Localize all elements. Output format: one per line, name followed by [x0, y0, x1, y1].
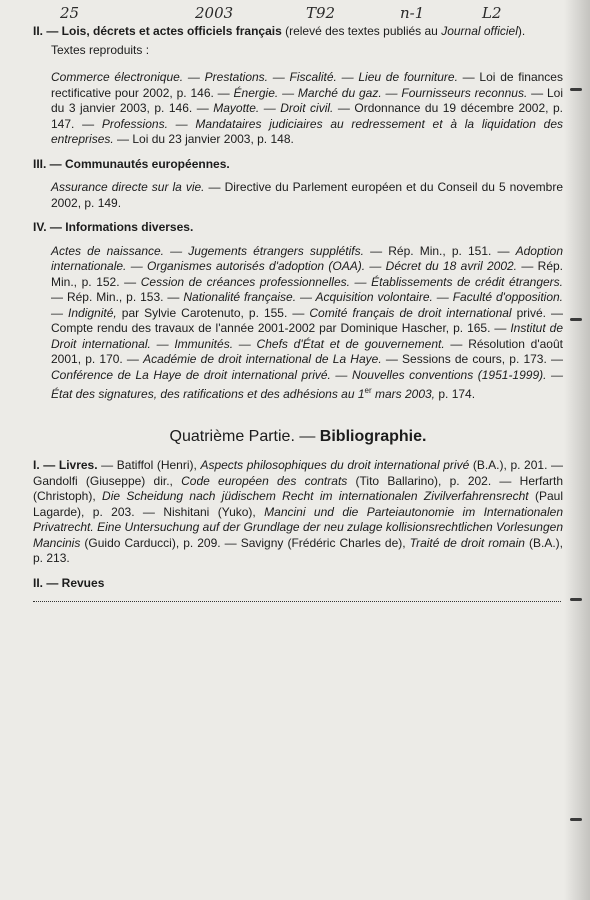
text-run: — Directive du Parlement européen et du Conseil du 5 novembre 2002, p. 149. — [51, 180, 564, 210]
dotted-rule — [33, 595, 561, 602]
edge-mark — [570, 598, 582, 601]
text-run: Comité français de droit international — [309, 305, 512, 320]
text-run: p. 174. — [435, 387, 476, 401]
text-run: Commerce électronique. — Prestations. — Fiscalité. — Lieu de fourniture. — [51, 70, 458, 84]
text-run: — Rép. Min., p. 153. — — [51, 290, 184, 304]
text-run: Assurance directe sur la vie. — [51, 180, 205, 194]
section-4-title: IV. — Informations diverses. — [33, 220, 194, 234]
text-run: par Sylvie Carotenuto, p. 155. — — [116, 305, 310, 320]
handwritten-note: n-1 — [400, 4, 425, 22]
section-2-subtitle-journal: Journal officiel — [441, 24, 518, 38]
text-run: Énergie. — Marché du gaz. — Fournisseurs reconnus. — [233, 85, 528, 100]
text-run: Die Scheidung nach jüdischem Recht im internationalen Zivilverfahrensrecht — [102, 489, 529, 503]
section-2-heading — [33, 24, 563, 40]
text-run: — Loi du 3 janvier 2003, p. 146. — — [51, 85, 563, 115]
text-run: Mancini und die Parteiautonomie im Internationalen Privatrecht. Eine Untersuchung auf der Grundlage der neu zulage kollisionsrechtlichen Vorlesungen Mancinis — [33, 504, 563, 550]
text-run: — Ordonnance du 19 décembre 2002, p. 147. — — [51, 101, 563, 131]
reviews-title: II. — Revues — [33, 575, 105, 590]
text-run: er — [364, 386, 372, 395]
handwritten-note: 25 — [60, 4, 80, 22]
text-run: (B.A.), p. 201. — Gandolfi (Giuseppe) dir., — [33, 458, 564, 488]
text-run: (Paul Lagarde), p. 203. — Nishitani (Yuko), — [33, 489, 563, 519]
part-prefix: Quatrième Partie. — — [169, 427, 320, 445]
text-run: Actes de naissance. — Jugements étrangers supplétifs. — [51, 243, 364, 258]
text-run: Professions. — Mandataires judiciaires au redressement et à la liquidation des entreprises. — [51, 116, 563, 146]
text-run: Cession de créances professionnelles. — Établissements de crédit étrangers. — [140, 274, 563, 289]
books-title: I. — Livres. — [33, 458, 98, 472]
text-run: Traité de droit romain — [409, 535, 525, 550]
text-run: — Loi de finances rectificative pour 2002, p. 146. — — [51, 70, 563, 100]
text-run: Académie de droit international de La Haye. — [143, 352, 382, 366]
texts-label: Textes reproduits : — [51, 42, 150, 57]
section-2-subtitle-end: ). — [517, 24, 526, 38]
edge-mark — [570, 318, 582, 321]
handwritten-note: L2 — [482, 4, 502, 22]
document-content — [33, 24, 563, 602]
page-edge-shadow — [564, 0, 590, 900]
text-run: Mayotte. — Droit civil. — [213, 101, 334, 115]
text-run: privé. — Compte rendu des travaux de l'année 2001-2002 par Dominique Hascher, p. 165. — — [51, 305, 563, 335]
text-run: Code européen des contrats — [181, 473, 348, 488]
section-2-title: II. — Lois, décrets et actes officiels français — [33, 24, 282, 38]
handwritten-note: 2003 — [195, 4, 234, 22]
part-heading — [33, 429, 563, 445]
text-run: (B.A.), p. 213. — [33, 535, 564, 565]
books-paragraph — [33, 458, 563, 567]
text-run: — Sessions de cours, p. 173. — — [381, 352, 563, 366]
part-title: Bibliographie. — [319, 427, 427, 445]
section-2-subtitle: (relevé des textes publiés au — [281, 24, 442, 38]
text-run: Adoption internationale. — Organismes autorisés d'adoption (OAA). — Décret du 18 avril 2002. — [51, 243, 563, 273]
text-run: Institut de Droit international. — Immunités. — Chefs d'État et de gouvernement. — [51, 321, 563, 351]
text-run: — Rép. Min., p. 152. — — [51, 259, 563, 289]
section-4-paragraph — [51, 244, 563, 403]
handwritten-note: T92 — [306, 4, 336, 22]
text-run: Aspects philosophiques du droit international privé — [200, 458, 470, 472]
text-run: mars 2003, — [371, 387, 436, 401]
edge-mark — [570, 88, 582, 91]
section-3-paragraph — [51, 180, 563, 211]
text-run: — Résolution d'août 2001, p. 170. — — [51, 336, 563, 366]
text-run: (Tito Ballarino), p. 202. — Herfarth (Christoph), — [33, 473, 564, 503]
text-run: — Loi du 23 janvier 2003, p. 148. — [113, 132, 294, 146]
text-run: Nationalité française. — Acquisition volontaire. — Faculté d'opposition. — Indignité, — [51, 290, 564, 320]
text-run: Conférence de La Haye de droit international privé. — Nouvelles conventions (1951-1999). — État des signatures, des ratifications et des adhésions au 1 — [51, 367, 563, 401]
section-3-title: III. — Communautés européennes. — [33, 156, 230, 171]
section-2-paragraph — [51, 70, 563, 148]
edge-mark — [570, 818, 582, 821]
text-run: — Rép. Min., p. 151. — — [363, 243, 516, 258]
text-run: — Batiffol (Henri), — [101, 458, 201, 472]
text-run: (Guido Carducci), p. 209. — Savigny (Frédéric Charles de), — [80, 535, 410, 550]
